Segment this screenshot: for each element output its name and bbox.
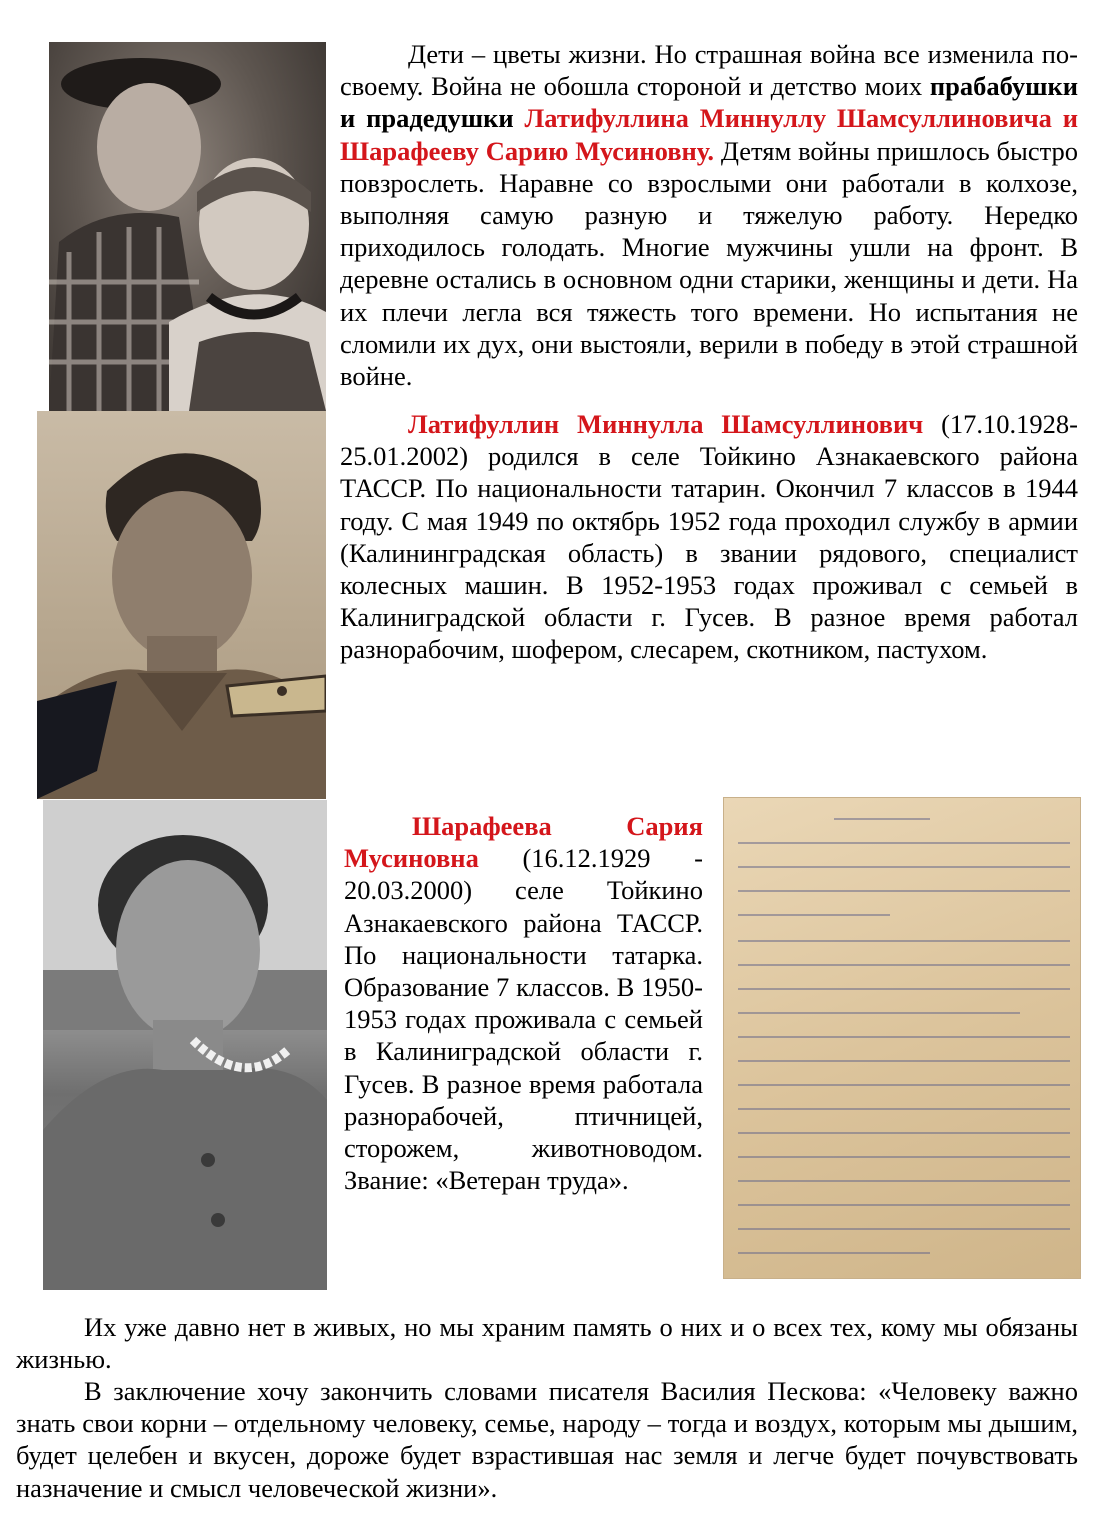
intro-paragraph [340, 38, 1078, 392]
sharafeeva-bio-paragraph [344, 810, 703, 1196]
intro-text-2: Детям войны пришлось быстро повзрослеть. Наравне со взрослыми они работали в колхозе, выполняя самую разную и тяжелую работу. Нередко приходилось голодать. Многие мужчины ушли на фронт. В деревне остались в основном одни старики, женщины и дети. На их плечи легла вся тяжесть того времени. Но испытания не сломили их дух, они выстояли, верили в победу в этой страшной войне. [340, 135, 1078, 392]
woman-photo-illustration [43, 800, 327, 1290]
intro-space [514, 103, 525, 133]
intro-bold-text: прабабушки и прадедушки [340, 71, 1078, 134]
soldier-photo-illustration [37, 411, 326, 799]
sharafeeva-bio-text: (16.12.1929 - 20.03.2000) селе Тойкино Азнакаевского района ТАССР. По национальности татарка. Образование 7 классов. В 1950-1953 годах проживала с семьей в Калиниградской области г. Гусев. В разное время работала разнорабочей, птичницей, сторожем, животноводом. Звание: «Ветеран труда». [344, 843, 703, 1196]
couple-photo [49, 42, 326, 411]
sharafeeva-name: Шарафеева Сария Мусиновна [344, 811, 703, 874]
latifullin-bio-paragraph [340, 408, 1078, 666]
handwritten-autobiography-image [723, 797, 1081, 1279]
latifullin-name: Латифуллин Миннулла Шамсуллинович [408, 409, 924, 439]
intro-names: Латифуллина Миннуллу Шамсуллиновича и Шарафееву Сарию Мусиновну. [340, 103, 1078, 166]
memory-paragraph: Их уже давно нет в живых, но мы храним память о них и о всех тех, кому мы обязаны жизнью. [16, 1312, 1078, 1375]
woman-photo [43, 800, 327, 1290]
latifullin-bio-text: (17.10.1928-25.01.2002) родился в селе Тойкино Азнакаевского района ТАССР. По национальности татарин. Окончил 7 классов в 1944 году. С мая 1949 по октябрь 1952 года проходил службу в армии (Калининградская область) в звании рядового, специалист колесных машин. В 1952-1953 годах проживал с семьей в Калиниградской области г. Гусев. В разное время работал разнорабочим, шофером, слесарем, скотником, пастухом. [340, 409, 1078, 665]
conclusion-paragraph: В заключение хочу закончить словами писателя Василия Пескова: «Человеку важно знать свои корни – отдельному человеку, семье, народу – тогда и воздух, которым мы дышим, будет целебен и вкусен, дороже будет взрастившая нас земля и легче будет почувствовать назначение и смысл человеческой жизни». [16, 1376, 1078, 1503]
soldier-photo [37, 411, 326, 799]
couple-photo-illustration [49, 42, 326, 411]
intro-text-1: Дети – цветы жизни. Но страшная война все изменила по-своему. Война не обошла стороной и детство моих [340, 39, 1078, 102]
